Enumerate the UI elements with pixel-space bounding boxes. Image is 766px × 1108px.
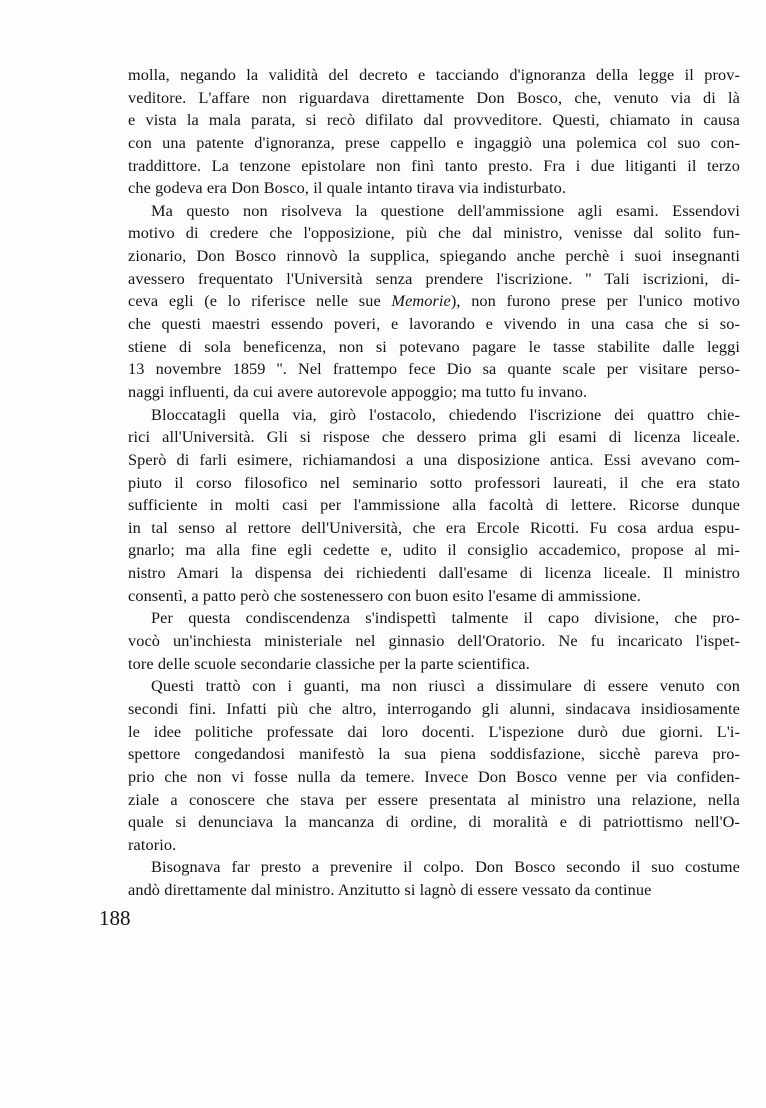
text-line: ziale a conoscere che stava per essere presentata al ministro una relazione, nella [128, 789, 740, 809]
text-line: stiene di sola beneficenza, non si potevano pagare le tasse stabilite dalle leggi [128, 336, 740, 356]
text-line: in tal senso al rettore dell'Università, che era Ercole Ricotti. Fu cosa ardua espu- [128, 517, 740, 537]
text-line: nistro Amari la dispensa dei richiedenti dall'esame di licenza liceale. Il ministro [128, 563, 740, 583]
paragraph [128, 856, 740, 901]
text-line: quale si denunciava la mancanza di ordine, di moralità e di patriottismo nell'O- [128, 812, 740, 832]
text-line: consentì, a patto però che sostenessero con buon esito l'esame di ammissione. [128, 585, 641, 605]
text-line: andò direttamente dal ministro. Anzitutto si lagnò di essere vessato da continue [128, 880, 652, 900]
text-line: spettore congedandosi manifestò la sua piena soddisfazione, sicchè pareva pro- [128, 744, 740, 764]
text-line: vocò un'inchiesta ministeriale nel ginnasio dell'Oratorio. Ne fu incaricato l'ispet- [128, 631, 740, 651]
text-line: zionario, Don Bosco rinnovò la supplica, spiegando anche perchè i suoi insegnanti [128, 246, 740, 266]
text-line: che questi maestri essendo poveri, e lavorando e vivendo in una casa che si so- [128, 314, 740, 334]
paragraph [128, 200, 740, 404]
page-text-block [128, 64, 740, 902]
text-line: piuto il corso filosofico nel seminario sotto professori laureati, il che era stato [128, 472, 740, 492]
text-line: con una patente d'ignoranza, prese cappello e ingaggiò una polemica col suo con- [128, 132, 740, 152]
paragraph [128, 64, 740, 200]
text-line: traddittore. La tenzone epistolare non finì tanto presto. Fra i due litiganti il terzo [128, 155, 740, 175]
paragraph [128, 675, 740, 856]
text-line: che godeva era Don Bosco, il quale intanto tirava via indisturbato. [128, 178, 567, 198]
text-line: naggi influenti, da cui avere autorevole appoggio; ma tutto fu invano. [128, 381, 588, 401]
text-line: molla, negando la validità del decreto e tacciando d'ignoranza della legge il prov- [128, 65, 740, 84]
text-line: tore delle scuole secondarie classiche per la parte scientifica. [128, 653, 530, 673]
text-line: prio che non vi fosse nulla da temere. Invece Don Bosco venne per via confiden- [128, 766, 740, 786]
text-line: ceva egli (e lo riferisce nelle sue Memorie), non furono prese per l'unico motivo [128, 291, 740, 311]
text-line: Bisognava far presto a prevenire il colpo. Don Bosco secondo il suo costume [151, 857, 740, 877]
text-line: 13 novembre 1859 ''. Nel frattempo fece Dio sa quante scale per visitare perso- [128, 359, 740, 379]
paragraph [128, 404, 740, 608]
text-line: Per questa condiscendenza s'indispettì talmente il capo divisione, che pro- [151, 608, 740, 628]
text-line: ratorio. [128, 834, 177, 854]
text-line: Bloccatagli quella via, girò l'ostacolo, chiedendo l'iscrizione dei quattro chie- [151, 404, 740, 424]
text-line: gnarlo; ma alla fine egli cedette e, udito il consiglio accademico, propose al mi- [128, 540, 740, 560]
text-line: secondi fini. Infatti più che altro, interrogando gli alunni, sindacava insidiosamente [128, 698, 740, 718]
paragraph [128, 607, 740, 675]
text-line: e vista la mala parata, si recò difilato dal provveditore. Questi, chiamato in causa [128, 110, 740, 130]
text-line: motivo di credere che l'opposizione, più che dal ministro, venisse dal solito fun- [128, 223, 740, 243]
page-number: 188 [99, 906, 131, 930]
text-line: Ma questo non risolveva la questione dell'ammissione agli esami. Essendovi [151, 200, 740, 220]
text-line: Sperò di farli esimere, richiamandosi a una disposizione antica. Essi avevano com- [128, 449, 740, 469]
text-line: rici all'Università. Gli si rispose che dessero prima gli esami di licenza liceale. [128, 427, 740, 447]
text-line: avessero frequentato l'Università senza prendere l'iscrizione. '' Tali iscrizioni, di- [128, 268, 740, 288]
text-line: sufficiente in molti casi per l'ammissione alla facoltà di lettere. Ricorse dunque [128, 495, 740, 515]
text-line: le idee politiche professate dai loro docenti. L'ispezione durò due giorni. L'i- [128, 721, 740, 741]
text-line: Questi trattò con i guanti, ma non riuscì a dissimulare di essere venuto con [151, 676, 740, 696]
text-line: veditore. L'affare non riguardava direttamente Don Bosco, che, venuto via di là [128, 87, 740, 107]
italic-text: Memorie [391, 291, 451, 311]
